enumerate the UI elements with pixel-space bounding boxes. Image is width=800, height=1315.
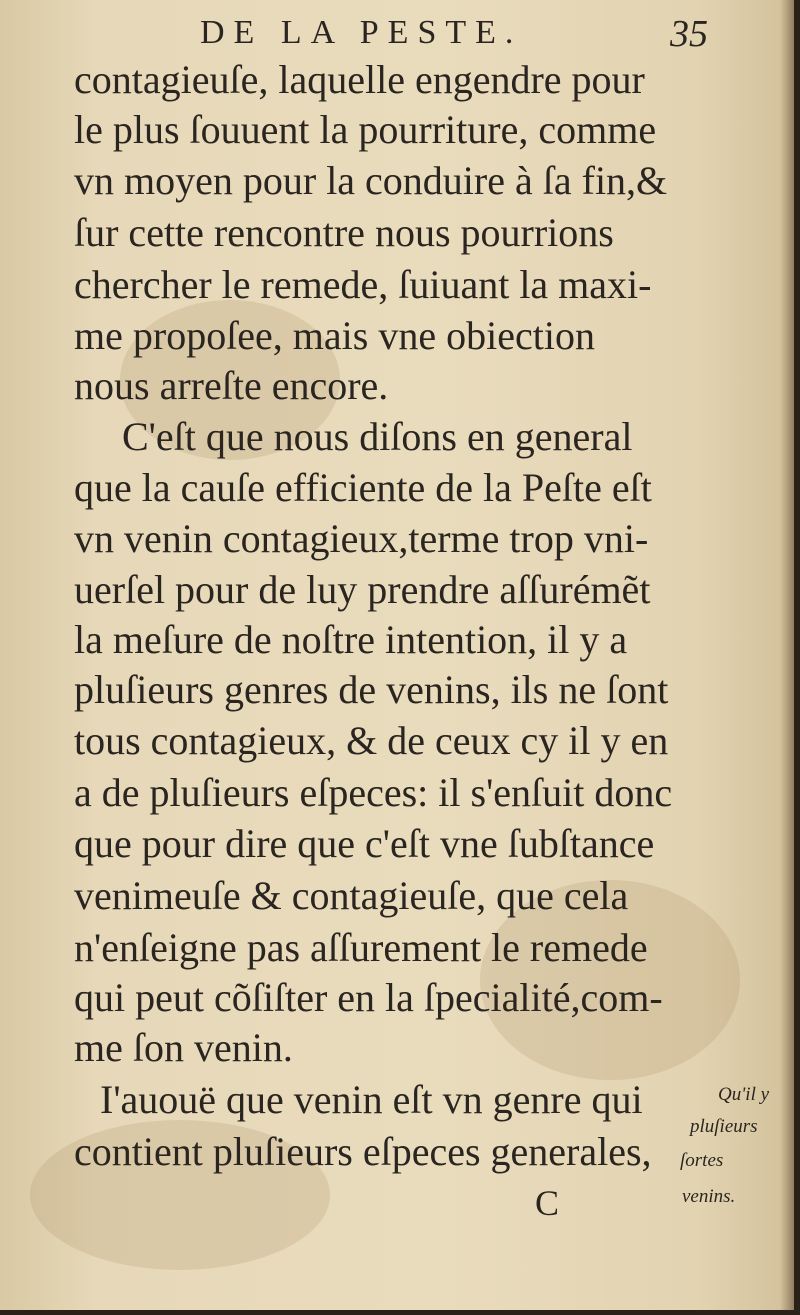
page-number: 35: [670, 13, 708, 55]
text-line: vn venin contagieux,terme trop vni-: [74, 516, 649, 561]
text-line: a de pluſieurs eſpeces: il s'enſuit donc: [74, 770, 673, 815]
text-line: C'eſt que nous diſons en general: [122, 414, 633, 459]
marginal-note-line: ſortes: [680, 1150, 724, 1171]
text-line: pluſieurs genres de venins, ils ne ſont: [74, 667, 669, 712]
signature-mark: C: [535, 1183, 560, 1223]
text-line: contagieuſe, laquelle engendre pour: [74, 57, 645, 102]
marginal-note-line: Qu'il y: [718, 1084, 770, 1105]
marginal-note-line: pluſieurs: [690, 1116, 758, 1137]
text-line: la meſure de noſtre intention, il y a: [74, 617, 628, 662]
text-line: tous contagieux, & de ceux cy il y en: [74, 718, 669, 763]
text-line: me propoſee, mais vne obiection: [74, 313, 595, 358]
text-line: n'enſeigne pas aſſurement le remede: [74, 925, 648, 970]
text-line: que la cauſe efficiente de la Peſte eſt: [74, 465, 652, 510]
text-line: uerſel pour de luy prendre aſſurémẽt: [74, 567, 651, 612]
running-title: DE LA PESTE.: [200, 14, 523, 51]
text-line: contient pluſieurs eſpeces generales,: [74, 1129, 652, 1174]
text-line: que pour dire que c'eſt vne ſubſtance: [74, 821, 655, 866]
text-line: ſur cette rencontre nous pourrions: [74, 210, 614, 255]
text-line: venimeuſe & contagieuſe, que cela: [74, 873, 629, 918]
text-line: vn moyen pour la conduire à ſa fin,&: [74, 158, 668, 203]
text-line: me ſon venin.: [74, 1025, 293, 1070]
page-edge-shadow: [780, 0, 794, 1310]
text-line: I'auouë que venin eſt vn genre qui: [100, 1077, 643, 1122]
text-line: qui peut cõſiſter en la ſpecialité,com-: [74, 975, 663, 1020]
text-line: chercher le remede, ſuiuant la maxi-: [74, 262, 652, 307]
marginal-note-line: venins.: [682, 1186, 736, 1207]
text-line: le plus ſouuent la pourriture, comme: [74, 107, 657, 152]
text-line: nous arreſte encore.: [74, 363, 389, 408]
